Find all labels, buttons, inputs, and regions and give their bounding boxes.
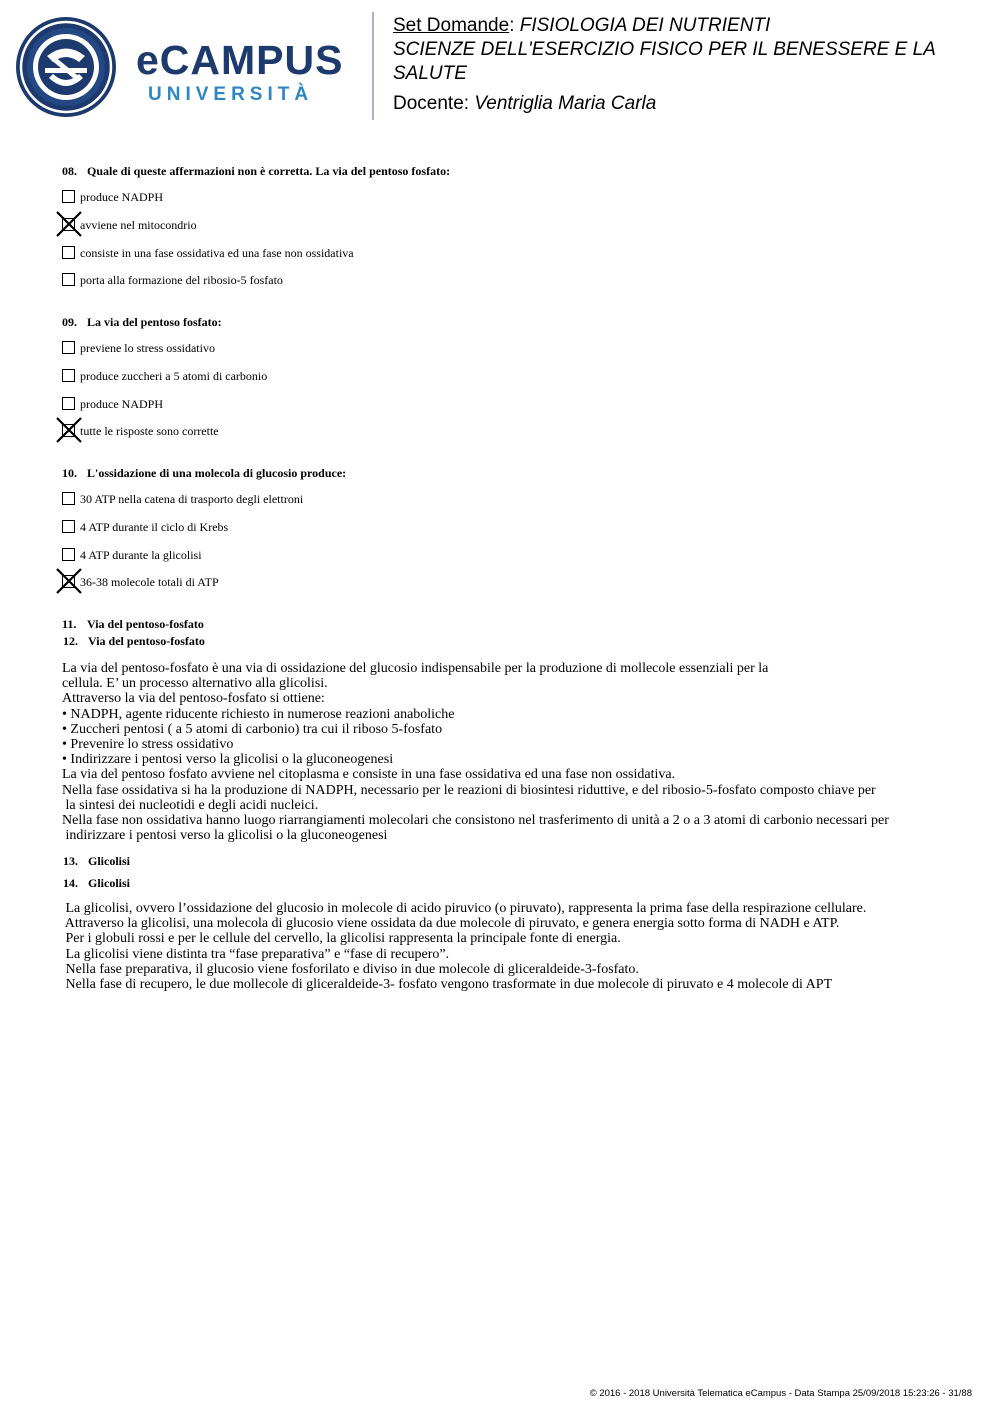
checkbox[interactable]	[62, 190, 75, 203]
docente-label: Docente:	[393, 93, 470, 114]
answer-text: La via del pentoso-fosfato è una via di ossidazione del glucosio indispensabile per la produzione di mollecole essenziali per la cellula. E’ un processo alternativo alla glicolisi. Attraverso la via del pentoso-fosfato si ottiene: • NADPH, agente riducente richiesto in numerose reazioni anaboliche • Zuccheri pentosi ( a 5 atomi di carbonio) tra cui il riboso 5-fosfato • Prevenire lo stress ossidativo • Indirizzare i pentosi verso la glicolisi o la gluconeogenesi La via del pentoso fosfato avviene nel citoplasma e consiste in una fase ossidativa ed una fase non ossidativa. Nella fase ossidativa si ha la produzione di NADPH, necessario per le reazioni di biosintesi riduttive, e del ribosio-5-fosfato composto chiave per la sintesi dei nucleotidi e degli acidi nucleici. Nella fase non ossidativa hanno luogo riarrangiamenti molecolari che consistono nel trasferimento di unità a 2 o a 3 atomi di carbonio necessari per indirizzare i pentosi verso la glicolisi o la gluconeogenesi	[62, 661, 889, 844]
checkbox[interactable]	[62, 397, 75, 410]
x-mark-icon	[55, 210, 83, 238]
course-line-1: SCIENZE DELL'ESERCIZIO FISICO PER IL BENESSERE E LA	[393, 39, 936, 60]
ecampus-emblem-logo	[15, 16, 117, 118]
checkbox[interactable]	[62, 341, 75, 354]
question-title: 11. Via del pentoso-fosfato	[62, 617, 204, 631]
header-divider	[372, 12, 374, 120]
x-mark-icon	[55, 416, 83, 444]
logo-subtext: UNIVERSITÀ	[148, 84, 314, 105]
checkbox[interactable]	[62, 548, 75, 561]
question-title: 10. L'ossidazione di una molecola di glucosio produce:	[62, 466, 347, 480]
checkbox[interactable]	[62, 369, 75, 382]
checkbox[interactable]	[62, 246, 75, 259]
ecampus-wordmark	[136, 38, 343, 106]
set-label: Set Domande	[393, 15, 510, 36]
checkbox[interactable]	[62, 492, 75, 505]
question-title: 08. Quale di queste affermazioni non è corretta. La via del pentoso fosfato:	[62, 164, 451, 178]
course-line-2: SALUTE	[393, 63, 467, 84]
answer-text: La glicolisi, ovvero l’ossidazione del glucosio in molecole di acido piruvico (o piruvato), rappresenta la prima fase della respirazione cellulare. Attraverso la glicolisi, una molecola di glucosio viene ossidata da due molecole di piruvato, e genera energia sotto forma di NADH e ATP. Per i globuli rossi e per le cellule del cervello, la glicolisi rappresenta la principale fonte di energia. La glicolisi viene distinta tra “fase preparativa” e “fase di recupero”. Nella fase preparativa, il glucosio viene fosforilato e diviso in due molecole di gliceraldeide-3-fosfato. Nella fase di recupero, le due mollecole di gliceraldeide-3- fosfato vengono trasformate in due molecole di piruvato e 4 molecole di APT	[62, 901, 867, 993]
page-footer: © 2016 - 2018 Università Telematica eCampus - Data Stampa 25/09/2018 15:23:26 - 31/88	[589, 1388, 972, 1399]
question-title: 09. La via del pentoso fosfato:	[62, 315, 222, 329]
checkbox[interactable]	[62, 520, 75, 533]
logo-text: eCAMPUS	[136, 37, 344, 83]
question-title: 12. Via del pentoso-fosfato	[63, 634, 205, 648]
subject-title: FISIOLOGIA DEI NUTRIENTI	[519, 15, 771, 36]
question-title: 13. Glicolisi	[63, 854, 130, 868]
x-mark-icon	[55, 567, 83, 595]
question-title: 14. Glicolisi	[63, 876, 130, 890]
checkbox[interactable]	[62, 273, 75, 286]
docente-name: Ventriglia Maria Carla	[474, 93, 657, 114]
header-info: Set Domande: FISIOLOGIA DEI NUTRIENTI SCIENZE DELL'ESERCIZIO FISICO PER IL BENESSERE E LA SALUTE Docente: Ventriglia Maria Carla	[393, 15, 936, 114]
